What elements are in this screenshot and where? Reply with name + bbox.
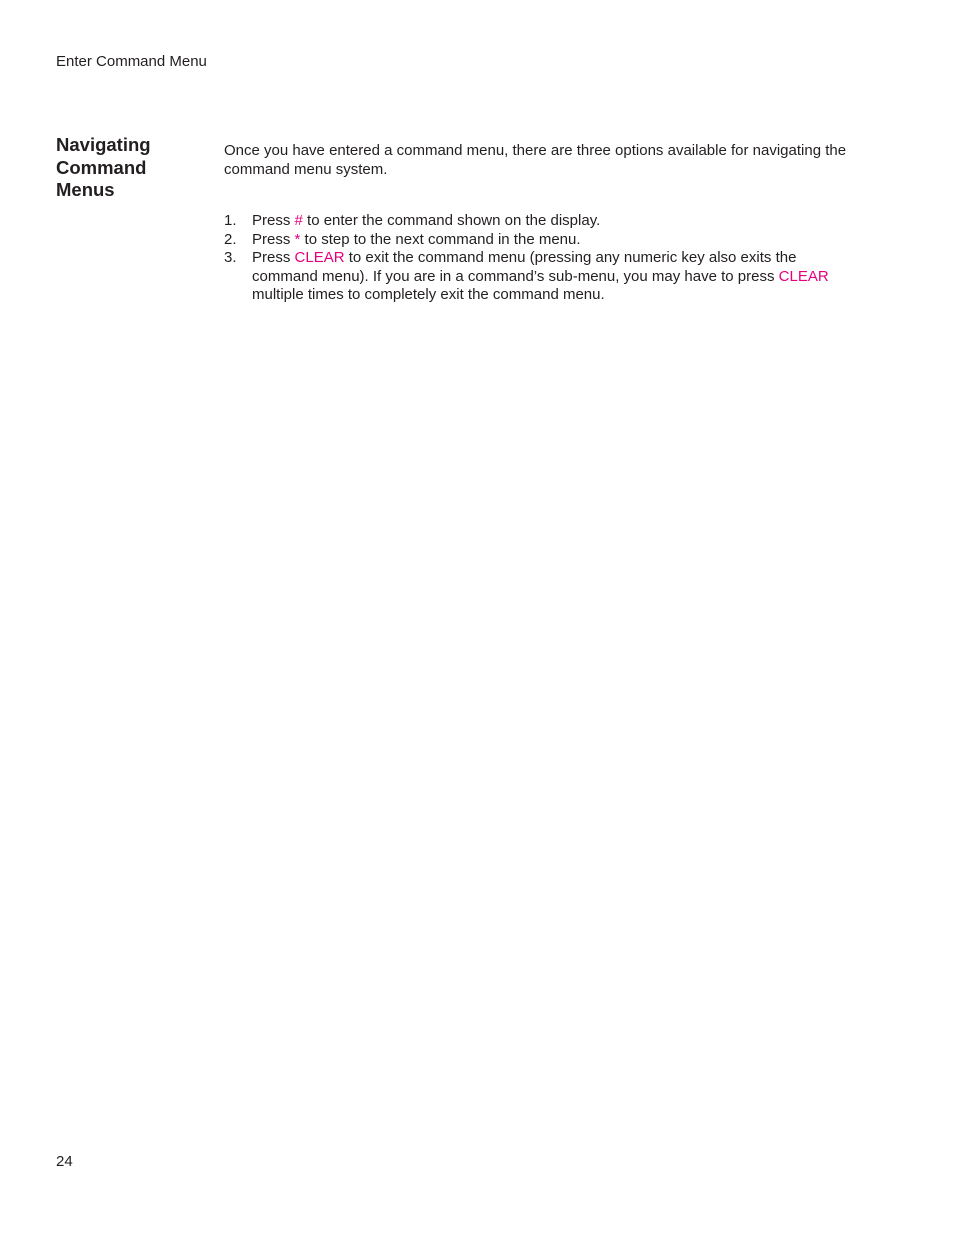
- key-name: CLEAR: [294, 249, 345, 266]
- key-name: *: [294, 230, 301, 248]
- page-number: 24: [56, 1153, 73, 1170]
- intro-paragraph: Once you have entered a command menu, there are three options available for navigating the command menu system.: [224, 142, 847, 178]
- step-text: multiple times to completely exit the command menu.: [252, 286, 605, 303]
- steps-list: [224, 212, 854, 305]
- step-text: to enter the command shown on the display.: [302, 212, 601, 229]
- step-text: to exit the command menu (pressing any numeric key also exits the command menu). If you are in a command’s sub-menu, you may have to press: [252, 249, 797, 285]
- step-item: [224, 231, 854, 250]
- step-text: Press: [252, 249, 295, 266]
- key-name: CLEAR: [778, 267, 829, 285]
- step-number: 3.: [224, 249, 237, 266]
- running-header: Enter Command Menu: [56, 53, 207, 70]
- step-number: 2.: [224, 230, 237, 248]
- section-body: [224, 142, 854, 305]
- step-item: [224, 212, 854, 231]
- step-number: 1.: [224, 212, 237, 229]
- heading-line: Command: [56, 156, 147, 178]
- step-item: [224, 249, 854, 305]
- section-heading: [56, 134, 206, 202]
- step-text: Press: [252, 212, 295, 229]
- key-name: #: [294, 212, 303, 229]
- step-text: to step to the next command in the menu.: [300, 230, 581, 248]
- step-text: Press: [252, 230, 295, 248]
- heading-line: Menus: [56, 179, 115, 200]
- heading-line: Navigating: [56, 134, 151, 155]
